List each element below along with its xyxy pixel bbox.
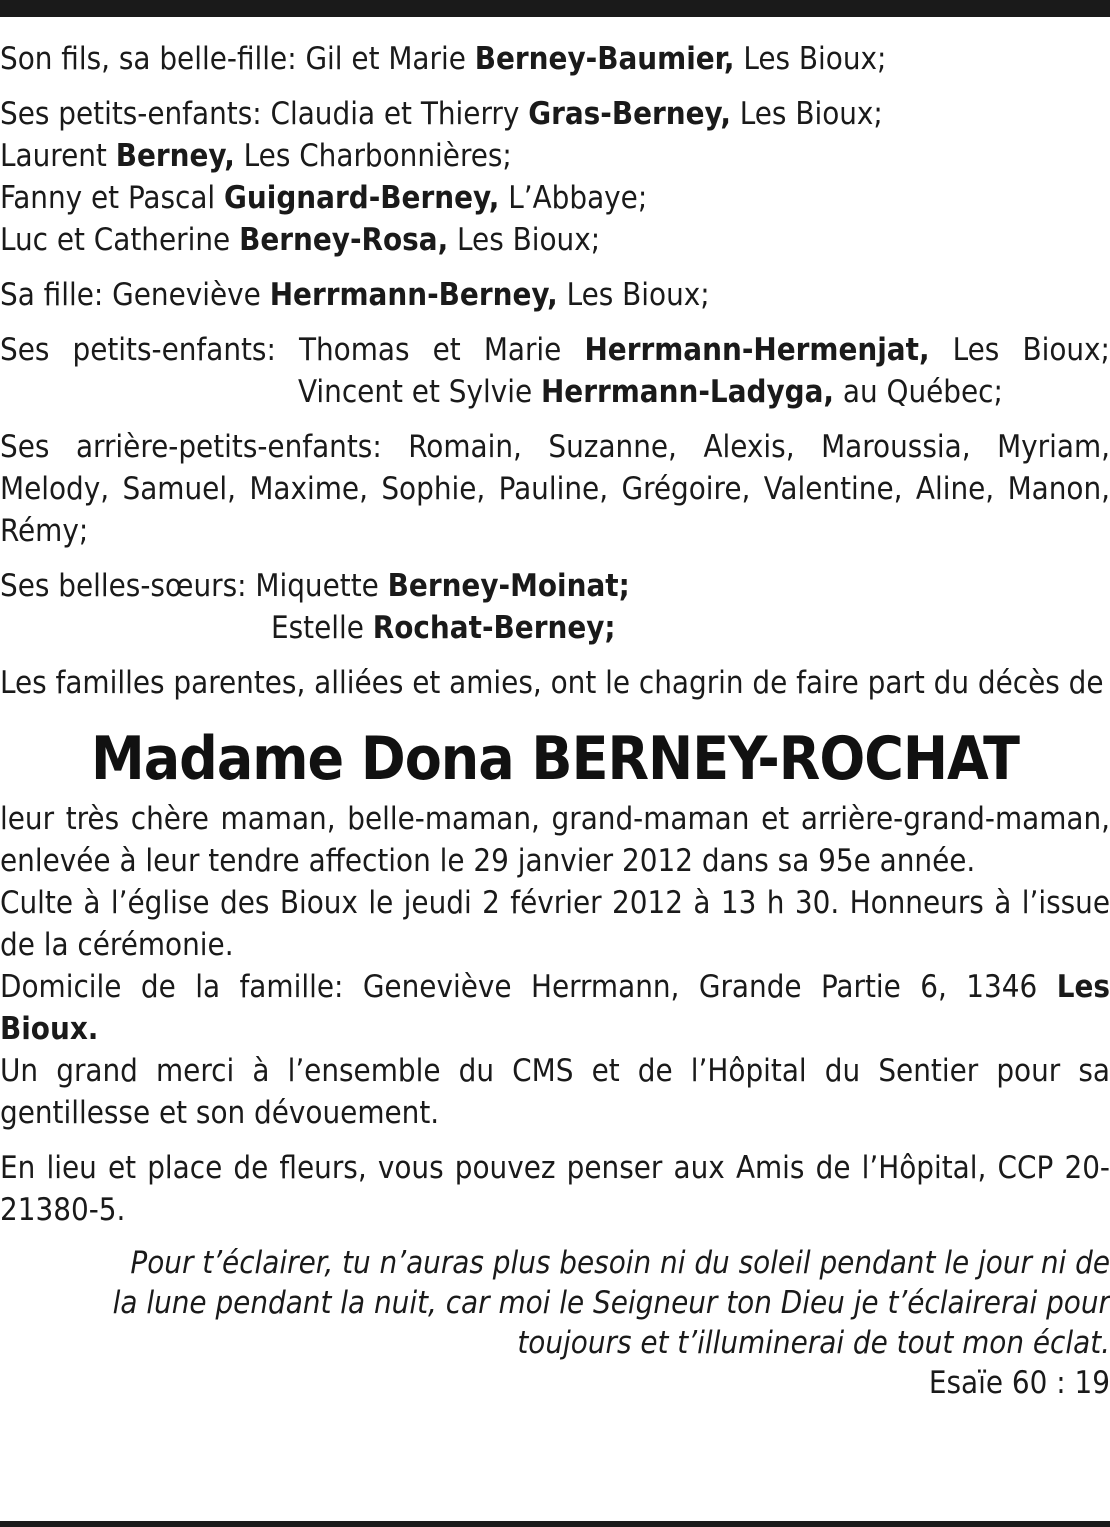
gc6-text: Vincent et Sylvie [298,374,541,410]
gc5-word: Ses [0,332,50,368]
paragraph-tribute: leur très chère maman, belle-maman, grand-maman et arrière-grand-maman, enlevée à leur tendre affection le 29 janvier 2012 dans sa 95e année. [0,801,1110,879]
gc5-name: Herrmann-Hermenjat, [584,332,930,368]
bottom-rule [0,1521,1110,1527]
domicile-place: Les Bioux. [0,969,1110,1047]
gc3-name: Guignard-Berney, [224,180,500,216]
line-grandchildren-4 [0,219,1110,261]
daughter-text: Sa fille: Geneviève [0,277,270,313]
gc1-name: Gras-Berney, [528,96,731,132]
daughter-name: Herrmann-Berney, [269,277,558,313]
gc5-word: petits-enfants: [72,332,276,368]
gc2-place: Les Charbonnières; [234,138,512,174]
line-daughter [0,274,1110,316]
line-families: Les familles parentes, alliées et amies, ont le chagrin de faire part du décès de [0,665,1104,701]
sil2-name: Rochat-Berney; [372,610,616,646]
line-sisters-in-law-2 [0,607,1110,649]
gc6-place: au Québec; [834,374,1003,410]
paragraph-donations: En lieu et place de fleurs, vous pouvez penser aux Amis de l’Hôpital, CCP 20-21380-5. [0,1150,1110,1228]
line-grandchildren-5 [0,329,1110,371]
quote-line: Pour t’éclairer, tu n’auras plus besoin ni du soleil pendant le jour ni de [130,1245,1110,1281]
paragraph-domicile [0,966,1110,1050]
line-grandchildren-1 [0,93,1110,135]
gc1-place: Les Bioux; [730,96,883,132]
line-grandchildren-6 [0,371,1110,413]
quote-line: toujours et t’illuminerai de tout mon éclat. [517,1325,1110,1361]
sil1-text: Ses belles-sœurs: Miquette [0,568,388,604]
quote-reference: Esaïe 60 : 19 [928,1365,1110,1401]
gc5-word: Bioux; [1022,332,1110,368]
gc5-word: Thomas [298,332,410,368]
gc2-text: Laurent [0,138,116,174]
line-son [0,38,1110,80]
sil2-text: Estelle [271,610,373,646]
line-son-name: Berney-Baumier, [474,41,735,77]
gc5-word: Marie [483,332,562,368]
line-grandchildren-2 [0,135,1110,177]
gc3-text: Fanny et Pascal [0,180,225,216]
gc5-word: Les [952,332,1000,368]
bible-quote [0,1243,1110,1363]
paragraph-service: Culte à l’église des Bioux le jeudi 2 février 2012 à 13 h 30. Honneurs à l’issue de la cérémonie. [0,885,1110,963]
daughter-place: Les Bioux; [557,277,710,313]
gc4-text: Luc et Catherine [0,222,240,258]
gc2-name: Berney, [115,138,235,174]
sil1-name: Berney-Moinat; [387,568,630,604]
gc5-word: et [432,332,461,368]
line-grandchildren-3 [0,177,1110,219]
paragraph-thanks: Un grand merci à l’ensemble du CMS et de l’Hôpital du Sentier pour sa gentillesse et son dévouement. [0,1053,1110,1131]
line-son-place: Les Bioux; [734,41,887,77]
obituary-notice [0,38,1110,1403]
gc6-name: Herrmann-Ladyga, [540,374,835,410]
top-rule [0,0,1110,17]
gc1-text: Ses petits-enfants: Claudia et Thierry [0,96,529,132]
line-son-text: Son fils, sa belle-fille: Gil et Marie [0,41,475,77]
quote-line: la lune pendant la nuit, car moi le Seigneur ton Dieu je t’éclairerai pour [112,1285,1110,1321]
deceased-name: Madame Dona BERNEY-ROCHAT [91,724,1019,794]
gc4-name: Berney-Rosa, [239,222,449,258]
gc3-place: L’Abbaye; [499,180,648,216]
line-sisters-in-law-1 [0,565,1110,607]
gc4-place: Les Bioux; [448,222,601,258]
line-great-grandchildren: Ses arrière-petits-enfants: Romain, Suzanne, Alexis, Maroussia, Myriam, Melody, Samuel, Maxime, Sophie, Pauline, Grégoire, Valentine, Aline, Manon, Rémy; [0,429,1110,549]
domicile-text: Domicile de la famille: Geneviève Herrmann, Grande Partie 6, 1346 [0,969,1057,1005]
